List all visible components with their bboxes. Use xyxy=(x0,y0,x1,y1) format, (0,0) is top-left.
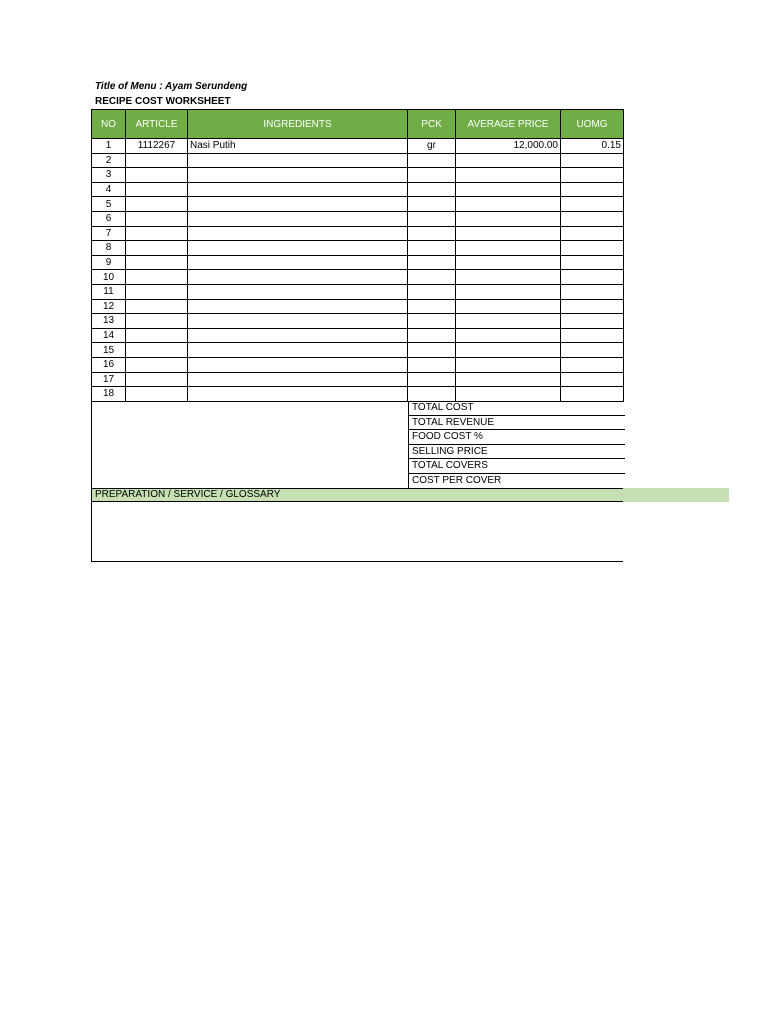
cell-average-price[interactable] xyxy=(456,270,561,285)
cell-ingredient[interactable] xyxy=(188,284,408,299)
cell-ingredient[interactable]: Nasi Putih xyxy=(188,139,408,154)
table-row xyxy=(92,139,624,154)
cell-pck[interactable] xyxy=(408,182,456,197)
cell-uomg[interactable] xyxy=(561,168,624,183)
cell-no[interactable]: 3 xyxy=(92,168,126,183)
table-row xyxy=(92,314,624,329)
cell-article[interactable] xyxy=(126,372,188,387)
cell-article[interactable] xyxy=(126,241,188,256)
cell-pck[interactable] xyxy=(408,328,456,343)
cell-average-price[interactable]: 12,000.00 xyxy=(456,139,561,154)
cell-average-price[interactable] xyxy=(456,299,561,314)
table-body xyxy=(92,139,624,402)
cell-uomg[interactable] xyxy=(561,270,624,285)
summary-label: TOTAL COVERS xyxy=(409,459,625,474)
cell-ingredient[interactable] xyxy=(188,270,408,285)
cell-uomg[interactable] xyxy=(561,343,624,358)
cell-average-price[interactable] xyxy=(456,197,561,212)
preparation-notes-area[interactable] xyxy=(91,502,623,562)
cell-no[interactable]: 6 xyxy=(92,211,126,226)
cell-uomg[interactable] xyxy=(561,328,624,343)
cell-pck[interactable] xyxy=(408,314,456,329)
cell-uomg[interactable] xyxy=(561,211,624,226)
cell-uomg[interactable]: 0.15 xyxy=(561,139,624,154)
cell-average-price[interactable] xyxy=(456,387,561,402)
cell-no[interactable]: 18 xyxy=(92,387,126,402)
cell-pck[interactable] xyxy=(408,241,456,256)
cell-uomg[interactable] xyxy=(561,357,624,372)
cell-ingredient[interactable] xyxy=(188,314,408,329)
cell-article[interactable] xyxy=(126,314,188,329)
table-row xyxy=(92,299,624,314)
cell-average-price[interactable] xyxy=(456,226,561,241)
cell-pck[interactable] xyxy=(408,357,456,372)
table-row xyxy=(92,255,624,270)
table-row xyxy=(92,168,624,183)
cell-uomg[interactable] xyxy=(561,153,624,168)
cell-pck[interactable] xyxy=(408,197,456,212)
summary-block xyxy=(91,401,624,489)
cell-ingredient[interactable] xyxy=(188,299,408,314)
cell-article[interactable] xyxy=(126,357,188,372)
cell-article[interactable] xyxy=(126,182,188,197)
cell-no[interactable]: 13 xyxy=(92,314,126,329)
cell-article[interactable] xyxy=(126,226,188,241)
table-row xyxy=(92,211,624,226)
cell-no[interactable]: 2 xyxy=(92,153,126,168)
table-row xyxy=(92,153,624,168)
cell-pck[interactable] xyxy=(408,226,456,241)
cell-article[interactable] xyxy=(126,255,188,270)
summary-label: FOOD COST % xyxy=(409,430,625,445)
cell-pck[interactable] xyxy=(408,343,456,358)
cell-article[interactable] xyxy=(126,153,188,168)
cell-article[interactable] xyxy=(126,211,188,226)
cell-uomg[interactable] xyxy=(561,182,624,197)
table-row xyxy=(92,270,624,285)
cell-ingredient[interactable] xyxy=(188,255,408,270)
cell-pck[interactable] xyxy=(408,211,456,226)
col-header-no[interactable]: NO xyxy=(92,110,126,139)
table-row xyxy=(92,197,624,212)
cell-ingredient[interactable] xyxy=(188,182,408,197)
cell-uomg[interactable] xyxy=(561,314,624,329)
cell-pck[interactable] xyxy=(408,255,456,270)
cell-ingredient[interactable] xyxy=(188,226,408,241)
col-header-ingredients[interactable]: INGREDIENTS xyxy=(188,110,408,139)
cell-pck[interactable] xyxy=(408,372,456,387)
cell-average-price[interactable] xyxy=(456,168,561,183)
cell-no[interactable]: 8 xyxy=(92,241,126,256)
cell-average-price[interactable] xyxy=(456,284,561,299)
cell-ingredient[interactable] xyxy=(188,328,408,343)
table-row xyxy=(92,328,624,343)
cell-average-price[interactable] xyxy=(456,211,561,226)
cell-average-price[interactable] xyxy=(456,343,561,358)
summary-label: SELLING PRICE xyxy=(409,445,625,460)
cell-pck[interactable] xyxy=(408,270,456,285)
cell-no[interactable]: 7 xyxy=(92,226,126,241)
col-header-average-price[interactable]: AVERAGE PRICE xyxy=(456,110,561,139)
cell-article[interactable] xyxy=(126,387,188,402)
cell-ingredient[interactable] xyxy=(188,168,408,183)
cell-article[interactable] xyxy=(126,168,188,183)
col-header-uomg[interactable]: UOMG xyxy=(561,110,624,139)
table-row xyxy=(92,284,624,299)
table-row xyxy=(92,343,624,358)
cell-no[interactable]: 14 xyxy=(92,328,126,343)
worksheet-subtitle: RECIPE COST WORKSHEET xyxy=(95,96,231,107)
table-row xyxy=(92,226,624,241)
cell-no[interactable]: 17 xyxy=(92,372,126,387)
summary-label: TOTAL COST xyxy=(409,401,625,416)
cell-uomg[interactable] xyxy=(561,241,624,256)
cell-article[interactable]: 1112267 xyxy=(126,139,188,154)
cell-no[interactable]: 9 xyxy=(92,255,126,270)
cell-no[interactable]: 1 xyxy=(92,139,126,154)
cell-average-price[interactable] xyxy=(456,182,561,197)
cell-pck[interactable]: gr xyxy=(408,139,456,154)
cell-average-price[interactable] xyxy=(456,153,561,168)
cell-pck[interactable] xyxy=(408,387,456,402)
cell-article[interactable] xyxy=(126,328,188,343)
cell-ingredient[interactable] xyxy=(188,387,408,402)
cell-ingredient[interactable] xyxy=(188,153,408,168)
summary-labels xyxy=(408,401,625,489)
cell-no[interactable]: 16 xyxy=(92,357,126,372)
cell-uomg[interactable] xyxy=(561,387,624,402)
table-row xyxy=(92,182,624,197)
cell-article[interactable] xyxy=(126,284,188,299)
col-header-article[interactable]: ARTICLE xyxy=(126,110,188,139)
cell-no[interactable]: 5 xyxy=(92,197,126,212)
cell-average-price[interactable] xyxy=(456,372,561,387)
summary-label: TOTAL REVENUE xyxy=(409,416,625,431)
cell-article[interactable] xyxy=(126,270,188,285)
cell-uomg[interactable] xyxy=(561,372,624,387)
menu-title: Title of Menu : Ayam Serundeng xyxy=(95,81,248,92)
cell-uomg[interactable] xyxy=(561,284,624,299)
preparation-label: PREPARATION / SERVICE / GLOSSARY xyxy=(95,489,281,500)
cell-average-price[interactable] xyxy=(456,314,561,329)
cell-average-price[interactable] xyxy=(456,241,561,256)
cell-ingredient[interactable] xyxy=(188,197,408,212)
cell-ingredient[interactable] xyxy=(188,357,408,372)
cell-pck[interactable] xyxy=(408,153,456,168)
cell-pck[interactable] xyxy=(408,168,456,183)
cell-ingredient[interactable] xyxy=(188,241,408,256)
table-header-row xyxy=(92,110,624,139)
cell-article[interactable] xyxy=(126,343,188,358)
cell-uomg[interactable] xyxy=(561,299,624,314)
cell-average-price[interactable] xyxy=(456,255,561,270)
cell-uomg[interactable] xyxy=(561,255,624,270)
cell-no[interactable]: 11 xyxy=(92,284,126,299)
cell-average-price[interactable] xyxy=(456,357,561,372)
cell-no[interactable]: 10 xyxy=(92,270,126,285)
col-header-pck[interactable]: PCK xyxy=(408,110,456,139)
cell-average-price[interactable] xyxy=(456,328,561,343)
cell-uomg[interactable] xyxy=(561,226,624,241)
cell-ingredient[interactable] xyxy=(188,343,408,358)
cell-no[interactable]: 4 xyxy=(92,182,126,197)
cell-pck[interactable] xyxy=(408,299,456,314)
cell-ingredient[interactable] xyxy=(188,372,408,387)
table-row xyxy=(92,387,624,402)
table-row xyxy=(92,372,624,387)
cell-ingredient[interactable] xyxy=(188,211,408,226)
cell-no[interactable]: 15 xyxy=(92,343,126,358)
cell-no[interactable]: 12 xyxy=(92,299,126,314)
table-row xyxy=(92,241,624,256)
recipe-cost-table xyxy=(91,109,624,402)
cell-pck[interactable] xyxy=(408,284,456,299)
table-row xyxy=(92,357,624,372)
summary-label: COST PER COVER xyxy=(409,474,625,489)
cell-article[interactable] xyxy=(126,197,188,212)
cell-uomg[interactable] xyxy=(561,197,624,212)
cell-article[interactable] xyxy=(126,299,188,314)
